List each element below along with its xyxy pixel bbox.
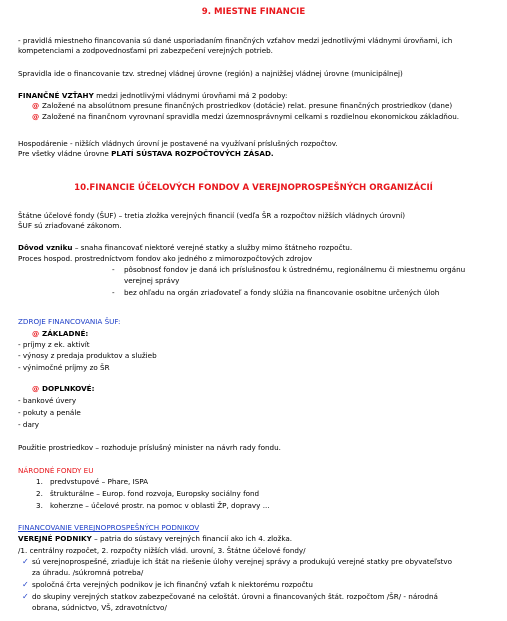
section-9-title: 9. MIESTNE FINANCIE [201, 7, 306, 17]
spiral-bullet-icon: @ [32, 101, 40, 110]
hospodarenie-line: Hospodárenie - nižších vládnych úrovní je postavené na využívaní príslušných rozpočtov. [18, 139, 338, 148]
list-item [32, 112, 459, 121]
list-item: 3. koherzne – účelové prostr. na pomoc v oblasti ŽP, dopravy ... [36, 501, 270, 510]
proces-item-1: pôsobnosť fondov je daná ich príslušnosťou k ústrednému, regionálnemu či miestnemu orgánu [124, 265, 466, 274]
rules-paragraph: Spravidla ide o financovanie tzv. strednej vládnej úrovne (región) a najnižšej vládnej úrovne (municipálnej) [18, 69, 403, 78]
narodne-heading: NÁRODNÉ FONDY EU [18, 466, 94, 475]
proces-item-2: bez ohľadu na orgán zriaďovateľ a fondy slúžia na financovanie osobitne určených úloh [124, 288, 440, 297]
doplnkove-item: - pokuty a penále [18, 408, 81, 417]
section-10-title: 10.FINANCIE ÚČELOVÝCH FONDOV A VEREJNOPROSPEŠNÝCH ORGANIZÁCIÍ [74, 183, 433, 193]
dovod-heading: Dôvod vzniku [18, 243, 73, 252]
vztahy-line [18, 91, 287, 100]
proces-line: Proces hospod. prostredníctvom fondov ako jedného z mimorozpočtových zdrojov [18, 254, 313, 263]
list-item: 2. štrukturálne – Europ. fond rozvoja, Europsky sociálny fond [36, 489, 260, 498]
list-item [22, 580, 313, 589]
doplnkove-item: - bankové úvery [18, 396, 77, 405]
check-item-2: spoločná črta verejných podnikov je ich finančný vzťah k niektorému rozpočtu [32, 580, 313, 589]
pouzitie-line: Použitie prostriedkov – rozhoduje príslušný minister na návrh rady fondu. [18, 443, 281, 452]
checkmark-icon: ✓ [22, 580, 29, 589]
spiral-bullet-icon: @ [32, 112, 40, 121]
check-item-3-cont: obrana, súdnictvo, VŠ, zdravotníctvo/ [32, 603, 167, 612]
list-item: 1. predvstupové – Phare, ISPA [36, 477, 149, 486]
narodne-item-3: koherzne – účelové prostr. na pomoc v oblasti ŽP, dopravy ... [50, 501, 270, 510]
suf-line-1: Štátne účelové fondy (ŠUF) – tretia zložka verejných financií (vedľa ŠR a rozpočtov nižších vládnych úrovní) [18, 211, 406, 220]
zasady-text: Pre všetky vládne úrovne [18, 149, 112, 158]
intro-line-2: kompetenciami a zodpovednosťami pri zabezpečení verejných potrieb. [18, 46, 273, 55]
narodne-item-1: predvstupové – Phare, ISPA [50, 477, 149, 486]
spiral-bullet-icon: @ [32, 384, 40, 393]
list-item [22, 592, 438, 601]
zakladne-item: - výnimočné príjmy zo ŠR [18, 363, 110, 372]
dovod-text: – snaha financovať niektoré verejné statky a služby mimo štátneho rozpočtu. [72, 243, 353, 252]
check-item-1: sú verejnoprospešné, zriaďuje ich štát na riešenie úlohy verejnej správy a produkujú verejné statky pre obyvateľstvo [32, 557, 453, 566]
narodne-item-2: štrukturálne – Europ. fond rozvoja, Europsky sociálny fond [50, 489, 260, 498]
list-item [22, 557, 452, 566]
vztahy-item-1: Založené na absolútnom presune finančných prostriedkov (dotácie) relat. presune finančných prostriedkov (dane) [42, 101, 453, 110]
check-item-1-cont: za úhradu. /súkromná potreba/ [32, 568, 144, 577]
doplnkove-heading-row [32, 384, 94, 393]
zasady-line [18, 149, 274, 158]
zakladne-item: - príjmy z ek. aktivít [18, 340, 90, 349]
suf-line-2: ŠUF sú zriaďované zákonom. [18, 221, 122, 230]
doplnkove-item: - dary [18, 420, 40, 429]
vztahy-heading: FINANČNÉ VZŤAHY [18, 91, 94, 100]
checkmark-icon: ✓ [22, 557, 29, 566]
verejne-podniky-line [18, 534, 292, 543]
vztahy-item-2: Založené na finančnom vyrovnaní spravidla medzi územnosprávnymi celkami s rozdielnou ekonomickou základňou. [42, 112, 460, 121]
zasady-bold: PLATÍ SÚSTAVA ROZPOČTOVÝCH ZÁSAD. [111, 149, 274, 158]
list-item: - bez ohľadu na orgán zriaďovateľ a fondy slúžia na financovanie osobitne určených úloh [112, 288, 440, 297]
spiral-bullet-icon: @ [32, 329, 40, 338]
checkmark-icon: ✓ [22, 592, 29, 601]
levels-line: /1. centrálny rozpočet, 2. rozpočty nižších vlád. urovní, 3. Štátne účelové fondy/ [18, 546, 306, 555]
zakladne-item: - výnosy z predaja produktov a služieb [18, 351, 157, 360]
financovanie-heading: FINANCOVANIE VEREJNOPROSPEŠNÝCH PODNIKOV [18, 523, 200, 532]
check-item-3: do skupiny verejných statkov zabezpečované na celoštát. úrovni a financovaných štát. rozpočtom /ŠR/ - národná [32, 592, 438, 601]
list-item: - pôsobnosť fondov je daná ich príslušnosťou k ústrednému, regionálnemu či miestnemu orgánu [112, 265, 466, 274]
list-item [32, 101, 452, 110]
zakladne-heading-row [32, 329, 88, 338]
doplnkove-heading: DOPLNKOVÉ: [42, 384, 95, 393]
proces-item-1-cont: verejnej správy [124, 276, 180, 285]
zakladne-heading: ZÁKLADNÉ: [42, 329, 89, 338]
vztahy-text: medzi jednotlivými vládnymi úrovňami má 2 podoby: [93, 91, 288, 100]
verejne-podniky-text: – patria do sústavy verejných financií ako ich 4. zložka. [91, 534, 293, 543]
dovod-line [18, 243, 352, 252]
zdroje-heading: ZDROJE FINANCOVANIA ŠUF: [18, 317, 121, 326]
verejne-podniky-heading: VEREJNÉ PODNIKY [18, 534, 92, 543]
intro-line-1: - pravidlá miestneho financovania sú dané usporiadaním finančných vzťahov medzi jednotlivými vládnymi úrovňami, ich [18, 36, 453, 45]
